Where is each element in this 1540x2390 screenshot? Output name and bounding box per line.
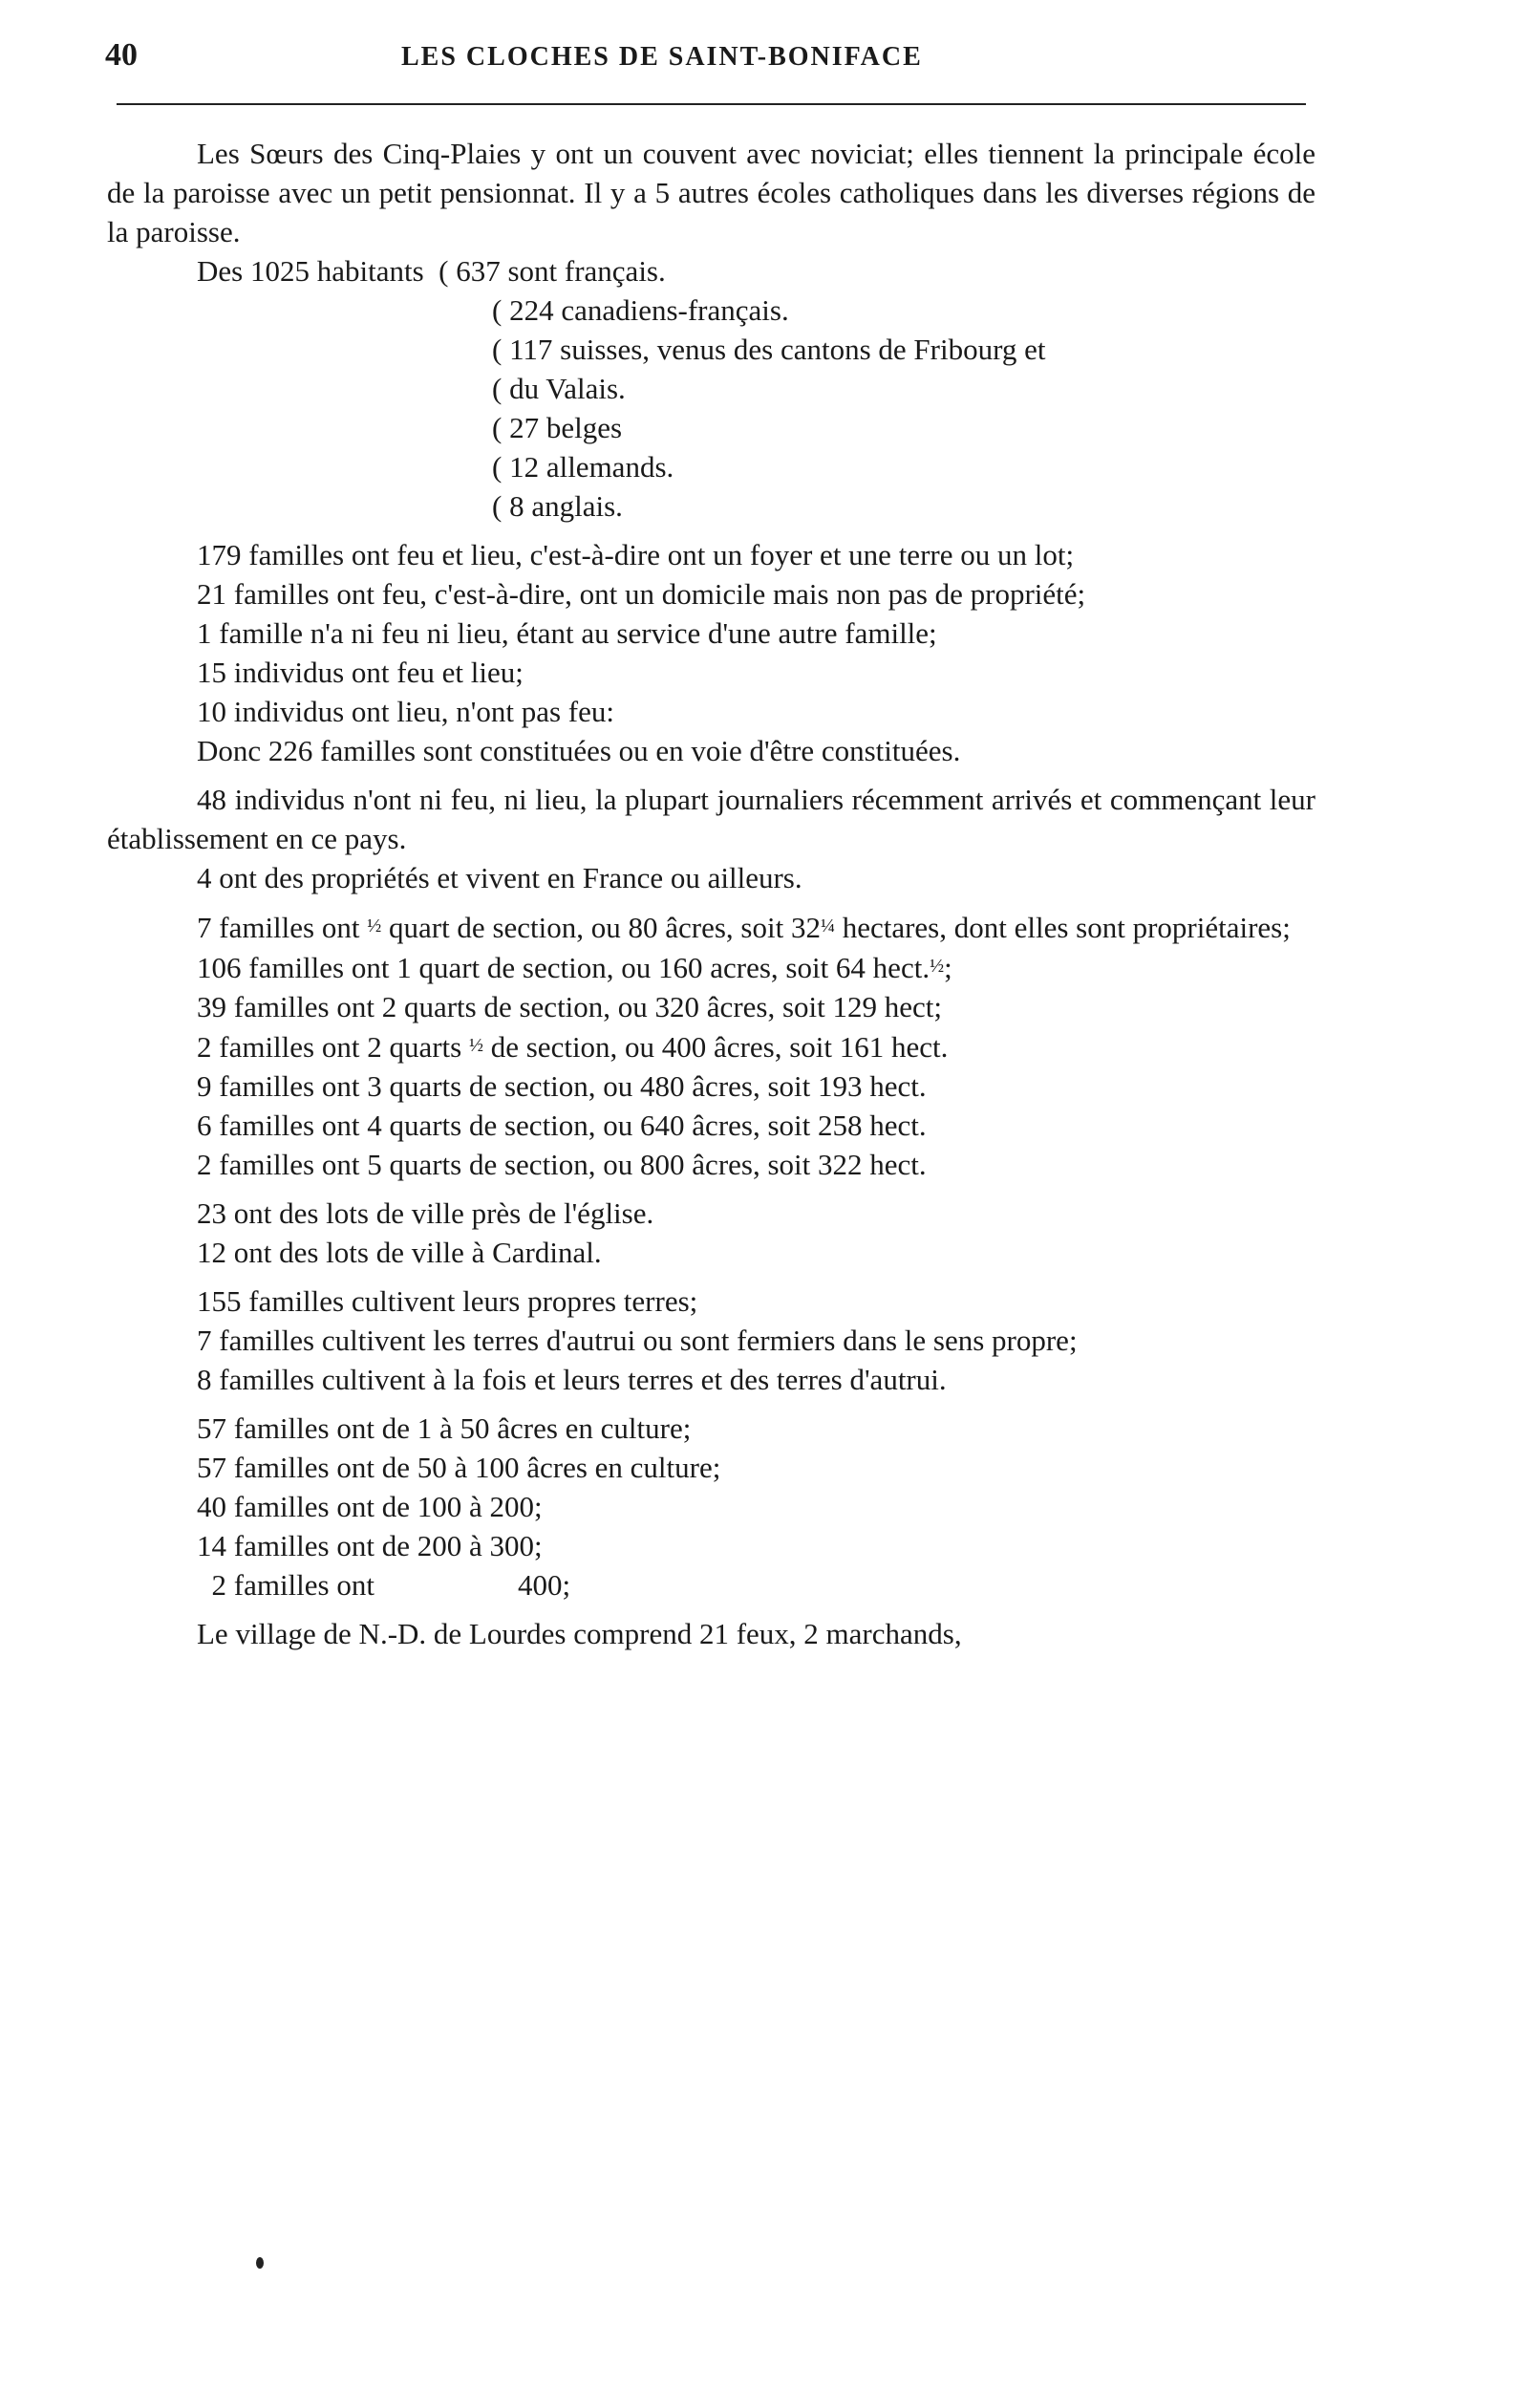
town-lots-section [107, 1194, 1315, 1272]
page-header [105, 36, 1314, 84]
acreage-line: 40 familles ont de 100 à 200; [197, 1490, 543, 1523]
cultivation-line: 155 familles cultivent leurs propres terres; [197, 1284, 698, 1318]
ink-speck [256, 2257, 264, 2269]
text-run: 7 familles ont [197, 911, 368, 944]
running-title: LES CLOCHES DE SAINT-BONIFACE [401, 42, 923, 72]
households-line: 1 famille n'a ni feu ni lieu, étant au service d'une autre famille; [197, 616, 937, 650]
fraction-quarter: ¼ [820, 915, 835, 937]
text-run: de section, ou 400 âcres, soit 161 hect. [482, 1030, 949, 1064]
village-section [107, 1614, 1315, 1653]
cultivation-section [107, 1281, 1315, 1399]
land-section [107, 907, 1315, 1184]
households-section [107, 535, 1315, 770]
population-breakdown [107, 251, 1315, 526]
population-intro: Des 1025 habitants [197, 254, 424, 288]
population-line-1 [107, 251, 1315, 291]
paragraph-convent: Les Sœurs des Cinq-Plaies y ont un couvent avec noviciat; elles tiennent la principale école de la paroisse avec un petit pensionnat. Il y a 5 autres écoles catholiques dans les diverses régions de la paroisse. [107, 137, 1315, 248]
population-item: ( 637 sont français. [438, 254, 666, 288]
page-body [107, 134, 1315, 1653]
households-total: Donc 226 familles sont constituées ou en voie d'être constituées. [197, 734, 961, 767]
cultivation-line: 8 familles cultivent à la fois et leurs terres et des terres d'autrui. [197, 1363, 947, 1396]
town-lots-line: 23 ont des lots de ville près de l'église. [197, 1196, 654, 1230]
text-run: 2 familles ont [211, 1568, 374, 1602]
land-line [107, 947, 1315, 987]
cultivation-paragraph: 7 familles cultivent les terres d'autrui ou sont fermiers dans le sens propre; [197, 1324, 1078, 1357]
households-line: 10 individus ont lieu, n'ont pas feu: [197, 695, 614, 728]
acreage-section [107, 1409, 1315, 1604]
population-item: ( 224 canadiens-français. [492, 293, 789, 327]
land-line: 9 familles ont 3 quarts de section, ou 480 âcres, soit 193 hect. [197, 1069, 927, 1103]
population-item: ( 27 belges [492, 411, 623, 444]
land-line: 6 familles ont 4 quarts de section, ou 640 âcres, soit 258 hect. [197, 1109, 927, 1142]
population-item: ( 12 allemands. [492, 450, 674, 484]
land-line [107, 1026, 1315, 1066]
acreage-line: 57 familles ont de 50 à 100 âcres en culture; [197, 1451, 721, 1484]
text-run: 2 familles ont 2 quarts [197, 1030, 469, 1064]
households-line: 15 individus ont feu et lieu; [197, 656, 524, 689]
header-rule [117, 103, 1306, 105]
fraction-half: ½ [468, 1035, 483, 1056]
text-run: hectares, dont elles sont propriétaires; [834, 911, 1291, 944]
population-item: ( 8 anglais. [492, 489, 623, 523]
text-run: 106 familles ont 1 quart de section, ou 160 acres, soit 64 hect. [197, 951, 930, 984]
text-run: quart de section, ou 80 âcres, soit 32 [381, 911, 821, 944]
text-run: 400; [518, 1568, 571, 1602]
population-item: ( 117 suisses, venus des cantons de Fribourg et [492, 333, 1046, 366]
text-run: ; [944, 951, 952, 984]
land-line [107, 907, 1315, 947]
acreage-line: 14 familles ont de 200 à 300; [197, 1529, 543, 1562]
individuals-line: 4 ont des propriétés et vivent en France ou ailleurs. [197, 861, 802, 894]
paragraph-households: 21 familles ont feu, c'est-à-dire, ont un domicile mais non pas de propriété; [197, 577, 1086, 611]
acreage-line: 57 familles ont de 1 à 50 âcres en culture; [197, 1411, 692, 1445]
land-line: 39 familles ont 2 quarts de section, ou 320 âcres, soit 129 hect; [197, 990, 942, 1023]
population-item: ( du Valais. [492, 372, 626, 405]
town-lots-line: 12 ont des lots de ville à Cardinal. [197, 1236, 602, 1269]
land-line: 2 familles ont 5 quarts de section, ou 800 âcres, soit 322 hect. [197, 1148, 927, 1181]
acreage-line [107, 1565, 1315, 1604]
paragraph-households: 179 familles ont feu et lieu, c'est-à-dire ont un foyer et une terre ou un lot; [197, 538, 1075, 571]
fraction-half: ½ [930, 956, 945, 977]
individuals-section [107, 780, 1315, 897]
page-number: 40 [105, 37, 138, 73]
paragraph-individuals: 48 individus n'ont ni feu, ni lieu, la plupart journaliers récemment arrivés et commençant leur établissement en ce pays. [107, 783, 1315, 855]
fraction-half: ½ [367, 915, 382, 937]
village-line: Le village de N.-D. de Lourdes comprend 21 feux, 2 marchands, [197, 1617, 962, 1650]
